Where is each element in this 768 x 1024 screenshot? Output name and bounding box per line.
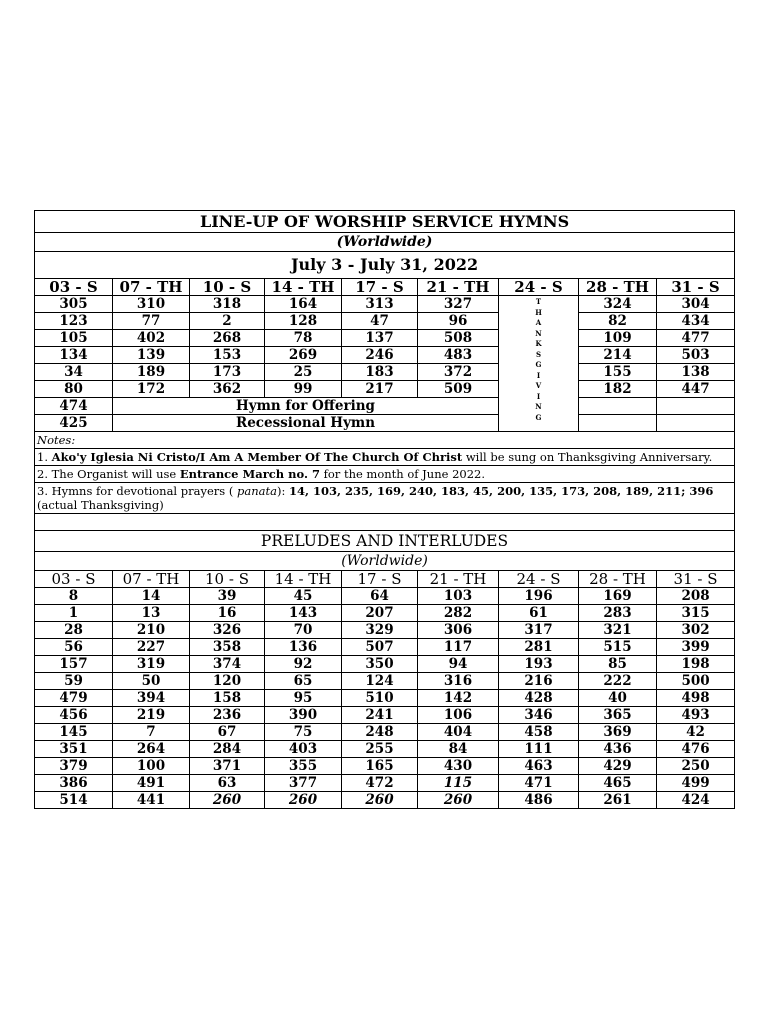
prelude-row	[35, 656, 735, 673]
preludes-title: PRELUDES AND INTERLUDES	[35, 531, 735, 552]
note-1	[35, 449, 735, 466]
thanksgiving-letter: I	[536, 391, 541, 401]
prelude-cell: 302	[657, 622, 735, 639]
hymn-row	[35, 364, 735, 381]
prelude-cell: 56	[35, 639, 113, 656]
hymn-cell: 34	[35, 364, 113, 381]
hymn-cell: 324	[579, 296, 657, 313]
prelude-cell: 227	[113, 639, 190, 656]
prelude-cell: 115	[418, 775, 499, 792]
prelude-cell: 65	[265, 673, 342, 690]
note-devotional-hymns: 14, 103, 235, 169, 240, 183, 45, 200, 135, 173, 208, 189, 211; 396	[288, 484, 714, 498]
prelude-cell: 315	[657, 605, 735, 622]
prelude-cell: 193	[499, 656, 579, 673]
recessional-label: Recessional Hymn	[113, 415, 499, 432]
thanksgiving-letter: N	[535, 328, 542, 338]
day-header: 28 - TH	[579, 571, 657, 588]
prelude-cell: 491	[113, 775, 190, 792]
hymn-cell: 128	[265, 313, 342, 330]
hymn-row	[35, 381, 735, 398]
prelude-cell: 404	[418, 724, 499, 741]
prelude-cell: 436	[579, 741, 657, 758]
prelude-cell: 196	[499, 588, 579, 605]
note-text: ):	[276, 484, 289, 498]
prelude-cell: 493	[657, 707, 735, 724]
offering-row	[35, 398, 735, 415]
prelude-cell: 319	[113, 656, 190, 673]
prelude-cell: 317	[499, 622, 579, 639]
note-3	[35, 483, 735, 514]
prelude-cell: 45	[265, 588, 342, 605]
recessional-row	[35, 415, 735, 432]
note-text: (actual Thanksgiving)	[37, 498, 164, 512]
hymn-cell: 78	[265, 330, 342, 347]
prelude-cell: 350	[342, 656, 418, 673]
day-header: 24 - S	[499, 279, 579, 296]
hymn-cell: 268	[190, 330, 265, 347]
prelude-cell: 260	[190, 792, 265, 809]
prelude-cell: 515	[579, 639, 657, 656]
prelude-cell: 143	[265, 605, 342, 622]
prelude-cell: 84	[418, 741, 499, 758]
hymn-cell: 508	[418, 330, 499, 347]
hymn-cell: 123	[35, 313, 113, 330]
hymn-cell: 2	[190, 313, 265, 330]
thanksgiving-letter: I	[536, 370, 541, 380]
hymn-cell: 477	[657, 330, 735, 347]
prelude-cell: 67	[190, 724, 265, 741]
thanksgiving-letter: S	[535, 349, 542, 359]
empty-cell	[579, 415, 657, 432]
prelude-cell: 430	[418, 758, 499, 775]
worldwide-subtitle: (Worldwide)	[35, 233, 735, 252]
prelude-row	[35, 639, 735, 656]
prelude-cell: 403	[265, 741, 342, 758]
prelude-cell: 255	[342, 741, 418, 758]
offering-label: Hymn for Offering	[113, 398, 499, 415]
hymn-cell: 318	[190, 296, 265, 313]
page-title: LINE-UP OF WORSHIP SERVICE HYMNS	[35, 211, 735, 233]
preludes-title-row	[35, 531, 735, 552]
hymn-row	[35, 296, 735, 313]
prelude-cell: 281	[499, 639, 579, 656]
day-header: 07 - TH	[113, 279, 190, 296]
prelude-cell: 355	[265, 758, 342, 775]
prelude-cell: 236	[190, 707, 265, 724]
preludes-subtitle-row	[35, 552, 735, 571]
prelude-cell: 208	[657, 588, 735, 605]
prelude-cell: 61	[499, 605, 579, 622]
hymn-day-header-row	[35, 279, 735, 296]
thanksgiving-letter: A	[535, 318, 542, 327]
prelude-cell: 64	[342, 588, 418, 605]
prelude-row	[35, 792, 735, 809]
prelude-cell: 463	[499, 758, 579, 775]
hymn-cell: 172	[113, 381, 190, 398]
prelude-cell: 374	[190, 656, 265, 673]
prelude-cell: 124	[342, 673, 418, 690]
prelude-cell: 346	[499, 707, 579, 724]
prelude-cell: 59	[35, 673, 113, 690]
hymn-cell: 503	[657, 347, 735, 364]
note-2-text	[35, 466, 735, 483]
hymn-cell: 246	[342, 347, 418, 364]
hymn-cell: 327	[418, 296, 499, 313]
prelude-row	[35, 707, 735, 724]
hymn-cell: 402	[113, 330, 190, 347]
thanksgiving-letter: H	[535, 307, 542, 317]
hymn-cell: 189	[113, 364, 190, 381]
empty-cell	[657, 398, 735, 415]
prelude-cell: 16	[190, 605, 265, 622]
prelude-cell: 120	[190, 673, 265, 690]
prelude-cell: 351	[35, 741, 113, 758]
prelude-cell: 75	[265, 724, 342, 741]
hymn-cell: 164	[265, 296, 342, 313]
note-3-text	[35, 483, 735, 514]
prelude-cell: 499	[657, 775, 735, 792]
hymn-cell: 82	[579, 313, 657, 330]
notes-heading	[35, 432, 735, 449]
prelude-cell: 326	[190, 622, 265, 639]
hymn-cell: 99	[265, 381, 342, 398]
prelude-cell: 428	[499, 690, 579, 707]
day-header: 21 - TH	[418, 571, 499, 588]
prelude-cell: 390	[265, 707, 342, 724]
prelude-cell: 145	[35, 724, 113, 741]
prelude-row	[35, 690, 735, 707]
date-range: July 3 - July 31, 2022	[35, 252, 735, 279]
thanksgiving-letter: T	[535, 297, 542, 306]
prelude-cell: 157	[35, 656, 113, 673]
day-header: 07 - TH	[113, 571, 190, 588]
prelude-cell: 264	[113, 741, 190, 758]
hymn-cell: 155	[579, 364, 657, 381]
prelude-cell: 284	[190, 741, 265, 758]
prelude-cell: 260	[342, 792, 418, 809]
note-prefix: 3. Hymns for devotional prayers (	[37, 484, 237, 498]
blank-row	[35, 514, 735, 531]
prelude-row	[35, 758, 735, 775]
prelude-cell: 514	[35, 792, 113, 809]
note-text: will be sung on Thanksgiving Anniversary.	[462, 450, 713, 464]
hymn-row	[35, 347, 735, 364]
prelude-cell: 260	[418, 792, 499, 809]
note-prefix: 2. The Organist will use	[37, 467, 180, 481]
prelude-cell: 507	[342, 639, 418, 656]
prelude-cell: 219	[113, 707, 190, 724]
prelude-cell: 283	[579, 605, 657, 622]
prelude-cell: 136	[265, 639, 342, 656]
hymn-cell: 47	[342, 313, 418, 330]
hymn-cell: 77	[113, 313, 190, 330]
day-header: 10 - S	[190, 279, 265, 296]
hymn-cell: 509	[418, 381, 499, 398]
note-text: for the month of June 2022.	[319, 467, 485, 481]
hymn-cell: 105	[35, 330, 113, 347]
day-header: 31 - S	[657, 571, 735, 588]
prelude-cell: 28	[35, 622, 113, 639]
prelude-row	[35, 673, 735, 690]
prelude-cell: 465	[579, 775, 657, 792]
prelude-row	[35, 724, 735, 741]
prelude-cell: 429	[579, 758, 657, 775]
blank-cell	[35, 514, 735, 531]
prelude-cell: 1	[35, 605, 113, 622]
prelude-cell: 510	[342, 690, 418, 707]
thanksgiving-letter: G	[535, 360, 542, 369]
prelude-cell: 424	[657, 792, 735, 809]
prelude-cell: 95	[265, 690, 342, 707]
hymn-lineup-sheet	[34, 210, 734, 809]
day-header: 10 - S	[190, 571, 265, 588]
prelude-cell: 207	[342, 605, 418, 622]
thanksgiving-letter: V	[535, 381, 542, 390]
day-header: 28 - TH	[579, 279, 657, 296]
prelude-cell: 486	[499, 792, 579, 809]
prelude-cell: 458	[499, 724, 579, 741]
note-1-text	[35, 449, 735, 466]
prelude-row	[35, 775, 735, 792]
hymn-cell: 305	[35, 296, 113, 313]
prelude-cell: 500	[657, 673, 735, 690]
prelude-cell: 394	[113, 690, 190, 707]
prelude-row	[35, 588, 735, 605]
day-header: 21 - TH	[418, 279, 499, 296]
prelude-cell: 365	[579, 707, 657, 724]
notes-label: Notes:	[37, 433, 76, 447]
prelude-cell: 472	[342, 775, 418, 792]
prelude-cell: 379	[35, 758, 113, 775]
hymn-cell: 372	[418, 364, 499, 381]
prelude-cell: 92	[265, 656, 342, 673]
empty-cell	[579, 398, 657, 415]
prelude-cell: 358	[190, 639, 265, 656]
prelude-day-header-row	[35, 571, 735, 588]
prelude-cell: 42	[657, 724, 735, 741]
hymn-cell: 483	[418, 347, 499, 364]
prelude-cell: 321	[579, 622, 657, 639]
prelude-cell: 386	[35, 775, 113, 792]
prelude-cell: 316	[418, 673, 499, 690]
prelude-cell: 111	[499, 741, 579, 758]
day-header: 03 - S	[35, 571, 113, 588]
hymn-cell: 173	[190, 364, 265, 381]
hymn-cell: 304	[657, 296, 735, 313]
empty-cell	[657, 415, 735, 432]
note-2	[35, 466, 735, 483]
prelude-cell: 13	[113, 605, 190, 622]
prelude-cell: 248	[342, 724, 418, 741]
thanksgiving-letter: G	[535, 412, 542, 422]
hymn-cell: 153	[190, 347, 265, 364]
prelude-cell: 476	[657, 741, 735, 758]
hymn-cell: 183	[342, 364, 418, 381]
hymn-cell: 25	[265, 364, 342, 381]
day-header: 03 - S	[35, 279, 113, 296]
hymn-cell: 447	[657, 381, 735, 398]
prelude-cell: 169	[579, 588, 657, 605]
prelude-cell: 222	[579, 673, 657, 690]
recessional-number: 425	[35, 415, 113, 432]
note-entrance-march: Entrance March no. 7	[179, 467, 320, 481]
prelude-row	[35, 605, 735, 622]
prelude-cell: 39	[190, 588, 265, 605]
day-header: 17 - S	[342, 279, 418, 296]
prelude-cell: 371	[190, 758, 265, 775]
prelude-row	[35, 622, 735, 639]
prelude-cell: 158	[190, 690, 265, 707]
day-header: 31 - S	[657, 279, 735, 296]
hymn-cell: 138	[657, 364, 735, 381]
prelude-cell: 63	[190, 775, 265, 792]
hymn-cell: 134	[35, 347, 113, 364]
prelude-cell: 216	[499, 673, 579, 690]
note-prefix: 1.	[37, 450, 52, 464]
hymn-cell: 109	[579, 330, 657, 347]
hymn-cell: 139	[113, 347, 190, 364]
hymn-cell: 434	[657, 313, 735, 330]
prelude-cell: 7	[113, 724, 190, 741]
offering-number: 474	[35, 398, 113, 415]
hymn-cell: 362	[190, 381, 265, 398]
hymn-cell: 269	[265, 347, 342, 364]
prelude-cell: 329	[342, 622, 418, 639]
prelude-cell: 100	[113, 758, 190, 775]
prelude-cell: 498	[657, 690, 735, 707]
hymn-cell: 214	[579, 347, 657, 364]
prelude-cell: 85	[579, 656, 657, 673]
prelude-cell: 456	[35, 707, 113, 724]
note-hymn-title: Ako'y Iglesia Ni Cristo/I Am A Member Of The Church Of Christ	[51, 450, 463, 464]
hymn-row	[35, 313, 735, 330]
prelude-cell: 399	[657, 639, 735, 656]
preludes-subtitle: (Worldwide)	[35, 552, 735, 571]
prelude-cell: 441	[113, 792, 190, 809]
prelude-cell: 14	[113, 588, 190, 605]
prelude-cell: 377	[265, 775, 342, 792]
day-header: 14 - TH	[265, 571, 342, 588]
prelude-cell: 70	[265, 622, 342, 639]
prelude-cell: 471	[499, 775, 579, 792]
day-header: 24 - S	[499, 571, 579, 588]
thanksgiving-vertical-label	[499, 296, 579, 432]
hymn-cell: 182	[579, 381, 657, 398]
prelude-cell: 117	[418, 639, 499, 656]
day-header: 17 - S	[342, 571, 418, 588]
prelude-cell: 198	[657, 656, 735, 673]
hymn-cell: 137	[342, 330, 418, 347]
prelude-cell: 282	[418, 605, 499, 622]
hymn-cell: 313	[342, 296, 418, 313]
prelude-cell: 479	[35, 690, 113, 707]
prelude-cell: 250	[657, 758, 735, 775]
prelude-cell: 106	[418, 707, 499, 724]
prelude-cell: 165	[342, 758, 418, 775]
note-panata: panata	[236, 484, 277, 498]
prelude-cell: 8	[35, 588, 113, 605]
notes-heading-text	[35, 432, 735, 449]
prelude-cell: 40	[579, 690, 657, 707]
prelude-cell: 103	[418, 588, 499, 605]
prelude-row	[35, 741, 735, 758]
prelude-cell: 210	[113, 622, 190, 639]
hymn-cell: 217	[342, 381, 418, 398]
thanksgiving-letter: K	[535, 339, 542, 348]
hymn-cell: 96	[418, 313, 499, 330]
prelude-cell: 142	[418, 690, 499, 707]
prelude-cell: 94	[418, 656, 499, 673]
thanksgiving-letter: N	[535, 402, 542, 411]
hymn-cell: 80	[35, 381, 113, 398]
hymn-lineup-table	[34, 210, 735, 809]
prelude-cell: 50	[113, 673, 190, 690]
hymn-cell: 310	[113, 296, 190, 313]
prelude-cell: 260	[265, 792, 342, 809]
prelude-cell: 369	[579, 724, 657, 741]
prelude-cell: 241	[342, 707, 418, 724]
day-header: 14 - TH	[265, 279, 342, 296]
hymn-row	[35, 330, 735, 347]
prelude-cell: 261	[579, 792, 657, 809]
prelude-cell: 306	[418, 622, 499, 639]
